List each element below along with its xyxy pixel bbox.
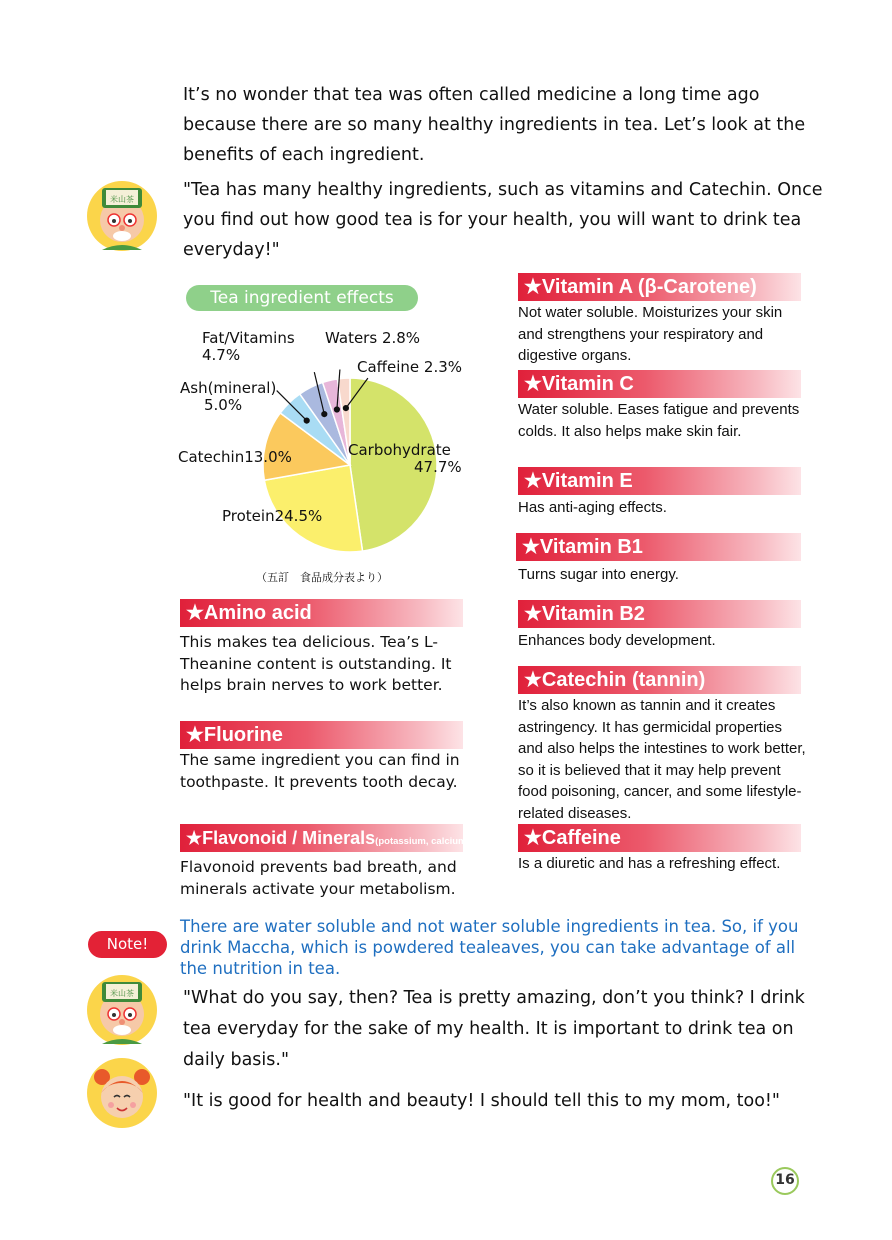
old-man-avatar-icon: [86, 180, 158, 252]
cap-text: 米山茶: [110, 989, 134, 998]
intro-paragraph: It’s no wonder that tea was often called medicine a long time ago because there are so many healthy ingredients in tea. Let’s look at the benefits of each ingredient.: [183, 85, 806, 165]
heading-vitamin-c: ★Vitamin C: [518, 370, 801, 398]
girl-avatar-icon: [86, 1057, 158, 1129]
desc-vitamin-e: Has anti-aging effects.: [518, 499, 667, 516]
label-protein: Protein24.5%: [222, 507, 323, 525]
pie-leader-dot: [334, 407, 339, 412]
label-caffeine: Caffeine 2.3%: [357, 358, 463, 376]
chart-source: （五訂 食品成分表より）: [256, 571, 388, 584]
desc-amino-acid: This makes tea delicious. Tea’s L-Theanine content is outstanding. It helps brain nerves to work better.: [180, 633, 452, 694]
desc-catechin-tannin: It’s also known as tannin and it creates astringency. It has germicidal properties and also helps the intestines to work better, so it is believed that it may help prevent food poisoning, cancer, and some lifestyle-related diseases.: [518, 697, 806, 822]
heading-amino-acid: ★Amino acid: [180, 599, 463, 627]
quote-girl: "It is good for health and beauty! I should tell this to my mom, too!": [183, 1091, 780, 1111]
label-catechin: Catechin13.0%: [178, 448, 292, 466]
quote-old-man-1: "Tea has many healthy ingredients, such as vitamins and Catechin. Once you find out how good tea is for your health, you will want to drink tea everyday!": [183, 180, 823, 260]
heading-vitamin-b1: ★Vitamin B1: [516, 533, 801, 561]
heading-vitamin-a: ★Vitamin A (β-Carotene): [518, 273, 801, 301]
cap-text: 米山茶: [110, 195, 134, 204]
heading-caffeine: ★Caffeine: [518, 824, 801, 852]
heading-flavonoid-minerals: ★Flavonoid / Minerals(potassium, calcium, etc): [180, 824, 463, 852]
desc-caffeine: Is a diuretic and has a refreshing effect.: [518, 855, 781, 872]
page-number: 16: [771, 1167, 799, 1195]
desc-vitamin-c: Water soluble. Eases fatigue and prevents colds. It also helps make skin fair.: [518, 401, 800, 440]
pie-leader-dot: [304, 418, 309, 423]
heading-catechin-tannin: ★Catechin (tannin): [518, 666, 801, 694]
note-badge: Note!: [88, 931, 167, 958]
label-waters: Waters 2.8%: [325, 329, 421, 347]
heading-vitamin-b2: ★Vitamin B2: [518, 600, 801, 628]
desc-vitamin-b1: Turns sugar into energy.: [518, 566, 679, 583]
desc-vitamin-a: Not water soluble. Moisturizes your skin and strengthens your respiratory and digestive organs.: [518, 304, 783, 364]
old-man-avatar-icon: [86, 974, 158, 1046]
desc-vitamin-b2: Enhances body development.: [518, 632, 716, 649]
desc-fluorine: The same ingredient you can find in toothpaste. It prevents tooth decay.: [180, 751, 460, 791]
heading-vitamin-e: ★Vitamin E: [518, 467, 801, 495]
pie-leader-dot: [343, 406, 348, 411]
label-ash: Ash(mineral) 5.0%: [180, 379, 277, 414]
label-fat-vitamins: Fat/Vitamins 4.7%: [202, 329, 295, 364]
quote-old-man-2: "What do you say, then? Tea is pretty amazing, don’t you think? I drink tea everyday for the sake of my health. It is important to drink tea on daily basis.": [183, 988, 805, 1070]
chart-title: Tea ingredient effects: [186, 285, 418, 311]
label-carbohydrate: Carbohydrate 47.7%: [348, 441, 462, 476]
desc-flavonoid-minerals: Flavonoid prevents bad breath, and minerals activate your metabolism.: [180, 858, 457, 898]
note-text: There are water soluble and not water soluble ingredients in tea. So, if you drink Maccha, which is powdered tealeaves, you can take advantage of all the nutrition in tea.: [180, 917, 799, 978]
pie-leader-dot: [322, 412, 327, 417]
heading-fluorine: ★Fluorine: [180, 721, 463, 749]
